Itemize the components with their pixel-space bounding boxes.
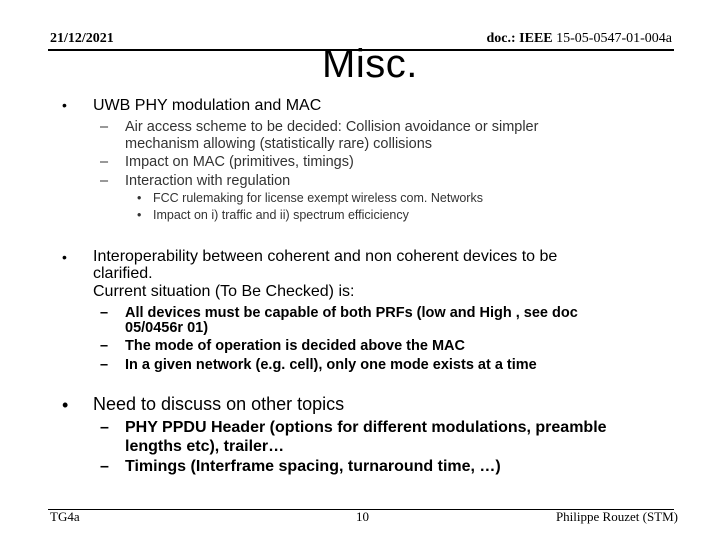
section-1-subitem: FCC rulemaking for license exempt wireless com. Networks	[153, 191, 483, 205]
section-2-item: 05/0456r 01)	[125, 320, 209, 336]
section-1-item: mechanism allowing (statistically rare) collisions	[125, 136, 433, 152]
footer-group: TG4a	[50, 509, 80, 524]
section-1-item: Interaction with regulation	[125, 173, 291, 189]
dash: –	[100, 154, 109, 170]
section-2-item: The mode of operation is decided above the MAC	[125, 338, 465, 354]
dash: –	[100, 119, 109, 135]
dash: –	[100, 173, 109, 189]
slide-title: Misc.	[322, 42, 418, 86]
header-doc-id	[487, 31, 673, 47]
bullet-dot: •	[62, 249, 67, 265]
dash: –	[100, 458, 109, 475]
section-2-item: In a given network (e.g. cell), only one mode exists at a time	[125, 357, 537, 373]
bullet-dot: •	[62, 395, 69, 415]
dash: –	[100, 305, 109, 321]
dash: –	[100, 357, 109, 373]
section-3-heading: Need to discuss on other topics	[93, 394, 345, 414]
section-1-subitem: Impact on i) traffic and ii) spectrum efficiciency	[153, 208, 409, 222]
header-date: 21/12/2021	[50, 31, 114, 46]
bullet-dot: •	[137, 208, 142, 222]
section-2-heading-line: Interoperability between coherent and non coherent devices to be	[93, 248, 558, 265]
section-1-item: Air access scheme to be decided: Collision avoidance or simpler	[125, 119, 539, 135]
section-3-item: PHY PPDU Header (options for different modulations, preamble	[125, 419, 607, 436]
section-3-item: Timings (Interframe spacing, turnaround time, …)	[125, 458, 501, 475]
section-2-heading-line: clarified.	[93, 265, 153, 282]
section-2-heading-line: Current situation (To Be Checked) is:	[93, 283, 355, 300]
bullet-dot: •	[62, 97, 67, 113]
dash: –	[100, 419, 109, 436]
section-1-heading: UWB PHY modulation and MAC	[93, 97, 322, 114]
section-3-item: lengths etc), trailer…	[125, 438, 285, 455]
footer-author: Philippe Rouzet (STM)	[555, 509, 678, 524]
header-doc-prefix: doc.: IEEE	[486, 31, 553, 46]
dash: –	[100, 338, 109, 354]
header-doc-number: 15-05-0547-01-004a	[556, 31, 672, 46]
footer-page-number: 10	[356, 509, 369, 524]
bullet-dot: •	[137, 191, 142, 205]
section-1-item: Impact on MAC (primitives, timings)	[125, 154, 354, 170]
section-2-item: All devices must be capable of both PRFs (low and High , see doc	[125, 305, 578, 321]
